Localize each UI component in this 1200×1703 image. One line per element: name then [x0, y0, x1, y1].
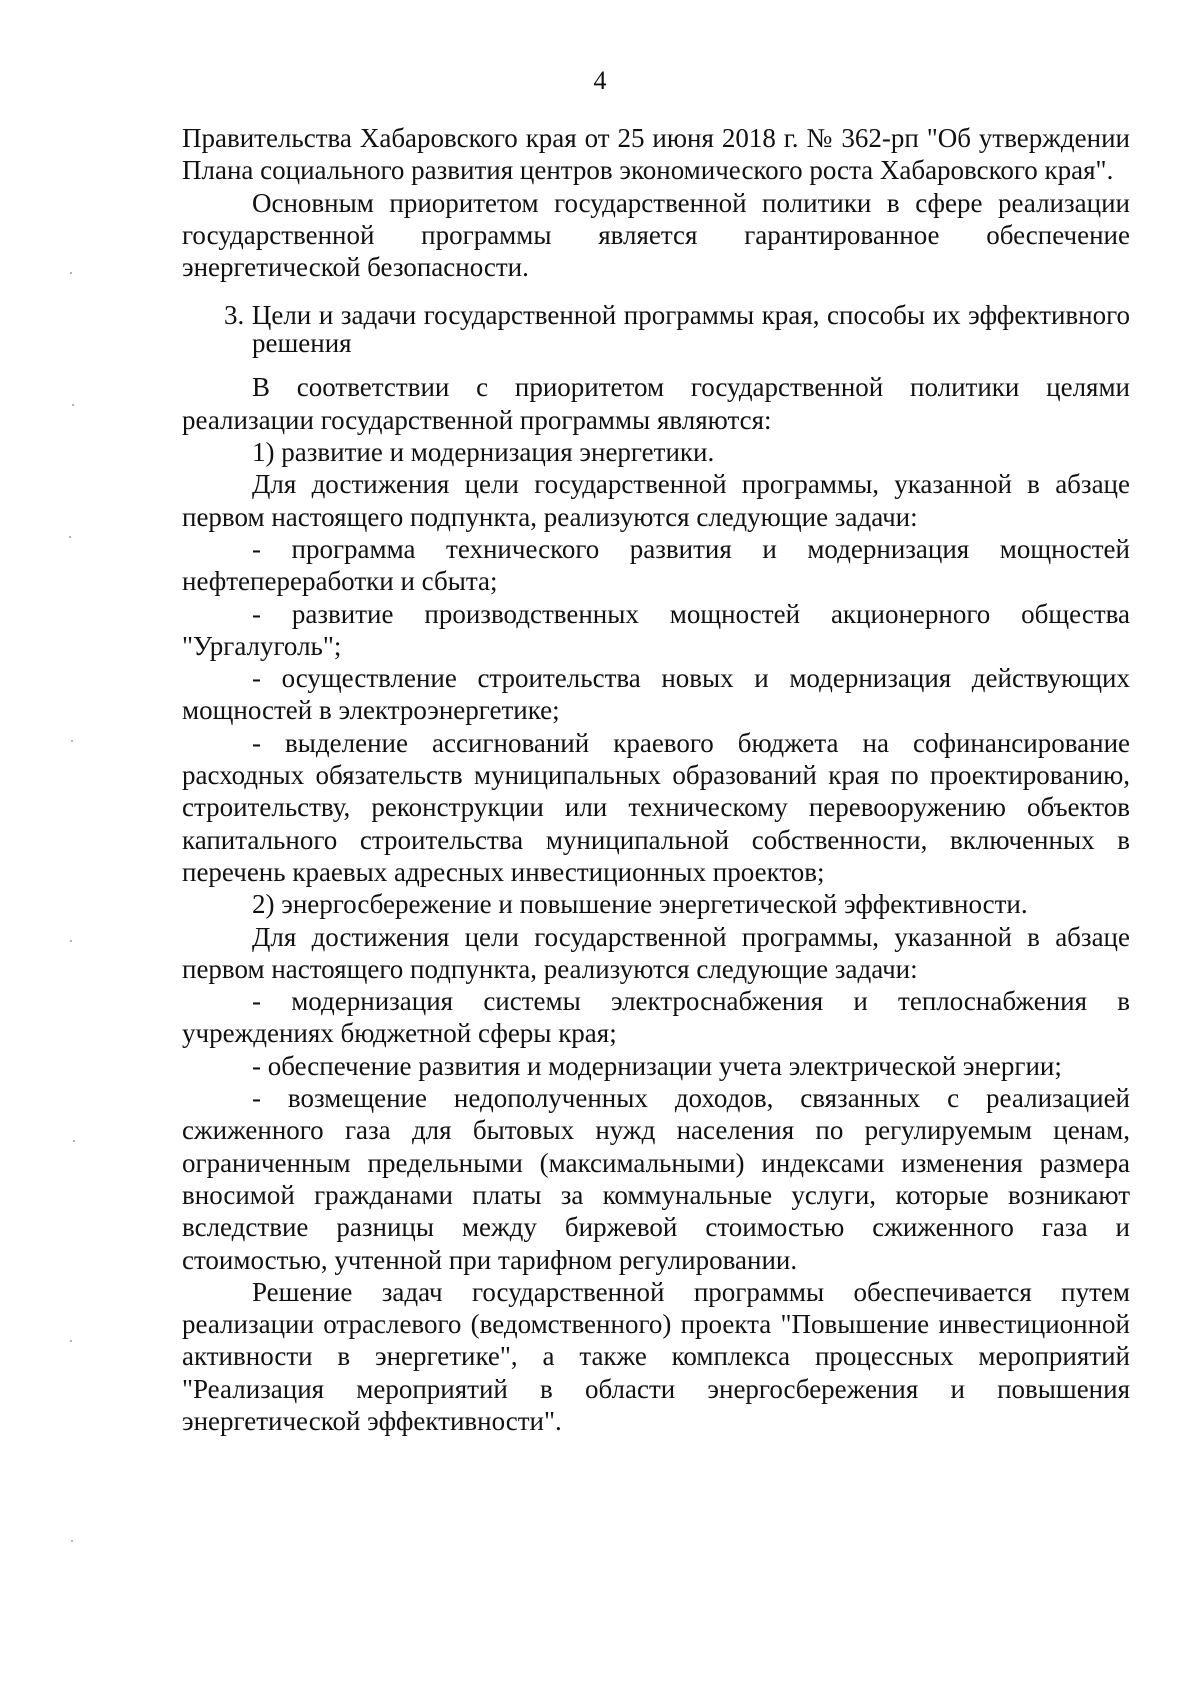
task-item: - обеспечение развития и модернизации учета электрической энергии; — [252, 1050, 1062, 1081]
paragraph-solution: Решение задач государственной программы обеспечивается путем реализации отраслевого (ведомственного) проекта "Повышение инвестиционной активности в энергетике", а также комплекса процессных мероприятий "Реализация мероприятий в области энергосбережения и повышения энергетической эффективности". — [182, 1276, 1130, 1436]
document-body — [182, 122, 1130, 1437]
task-item: - развитие производственных мощностей акционерного общества "Ургалуголь"; — [182, 598, 1130, 661]
section-heading: 3. Цели и задачи государственной программы края, способы их эффективного решения — [224, 300, 1130, 359]
paragraph-goals-intro: В соответствии с приоритетом государственной политики целями реализации государственной программы являются: — [182, 372, 1130, 435]
paragraph-priority: Основным приоритетом государственной политики в сфере реализации государственной программы является гарантированное обеспечение энергетической безопасности. — [182, 187, 1130, 283]
task-item: - возмещение недополученных доходов, связанных с реализацией сжиженного газа для бытовых нужд населения по регулируемым ценам, ограниченным предельными (максимальными) индексами изменения размера вносимой гражданами платы за коммунальные услуги, которые возникают вследствие разницы между биржевой стоимостью сжиженного газа и стоимостью, учтенной при тарифном регулировании. — [182, 1083, 1130, 1275]
scan-artifact — [70, 1340, 72, 1342]
scan-artifact — [69, 536, 71, 538]
page-number: 4 — [593, 66, 607, 95]
scan-artifact — [72, 404, 74, 406]
scan-artifact — [70, 272, 72, 274]
scan-artifact — [71, 740, 73, 742]
paragraph-tasks-intro-1: Для достижения цели государственной программы, указанной в абзаце первом настоящего подпункта, реализуются следующие задачи: — [182, 469, 1130, 532]
scan-artifact — [71, 1540, 73, 1542]
paragraph-tasks-intro-2: Для достижения цели государственной программы, указанной в абзаце первом настоящего подпункта, реализуются следующие задачи: — [182, 921, 1130, 984]
task-item: - программа технического развития и модернизация мощностей нефтепереработки и сбыта; — [182, 533, 1130, 597]
task-item: - осуществление строительства новых и модернизация действующих мощностей в электроэнергетике; — [182, 663, 1130, 726]
task-item: - модернизация системы электроснабжения и теплоснабжения в учреждениях бюджетной сферы края; — [182, 986, 1130, 1049]
paragraph-continuation: Правительства Хабаровского края от 25 июня 2018 г. № 362-рп "Об утверждении Плана социального развития центров экономического роста Хабаровского края". — [182, 123, 1130, 186]
scan-artifact — [73, 1140, 75, 1142]
goal-item-2: 2) энергосбережение и повышение энергетической эффективности. — [252, 889, 1028, 920]
goal-item-1: 1) развитие и модернизация энергетики. — [252, 437, 715, 468]
scan-artifact — [70, 940, 72, 942]
task-item: - выделение ассигнований краевого бюджета на софинансирование расходных обязательств муниципальных образований края по проектированию, строительству, реконструкции или техническому перевооружению объектов капитального строительства муниципальной собственности, включенных в перечень краевых адресных инвестиционных проектов; — [182, 727, 1130, 887]
